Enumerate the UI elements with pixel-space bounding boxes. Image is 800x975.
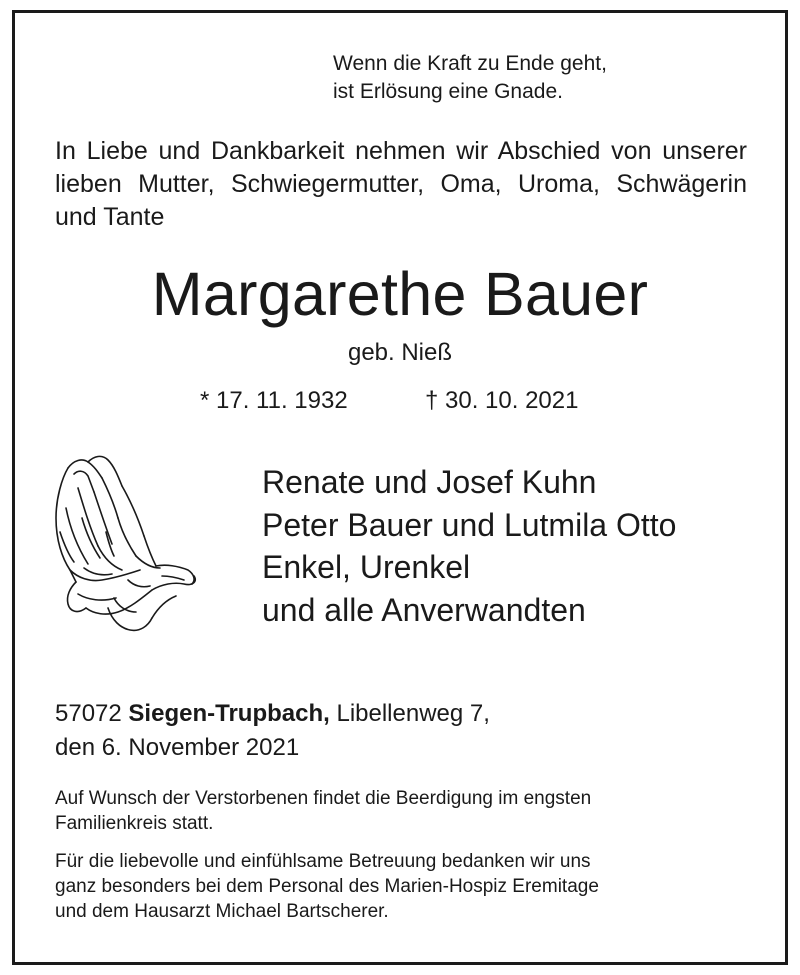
death-date: † 30. 10. 2021 <box>425 387 579 414</box>
motto <box>333 50 607 106</box>
note-line: Auf Wunsch der Verstorbenen findet die Beerdigung im engsten <box>55 788 592 809</box>
mourner-line: und alle Anverwandten <box>262 591 586 628</box>
street: Libellenweg 7, <box>336 700 490 727</box>
thanks-line: und dem Hausarzt Michael Bartscherer. <box>55 901 389 922</box>
mourner-line: Peter Bauer und Lutmila Otto <box>262 506 677 543</box>
birth-name: geb. Nieß <box>347 339 453 366</box>
thanks-line: Für die liebevolle und einfühlsame Betreuung bedanken wir uns <box>55 851 591 872</box>
birth-date: * 17. 11. 1932 <box>200 387 348 414</box>
city: Siegen-Trupbach, <box>128 700 330 727</box>
intro-text: In Liebe und Dankbarkeit nehmen wir Abschied von unserer lieben Mutter, Schwiegermutter, Oma, Uroma, Schwägerin und Tante <box>55 137 747 231</box>
note-line: Familienkreis statt. <box>55 813 214 834</box>
funeral-note <box>55 786 755 836</box>
address-block <box>55 697 490 765</box>
mourners-list <box>262 461 676 631</box>
notice-date: den 6. November 2021 <box>55 734 300 761</box>
postal-code: 57072 <box>55 700 122 727</box>
praying-hands-icon <box>48 448 200 638</box>
motto-line: Wenn die Kraft zu Ende geht, <box>333 52 607 75</box>
address-line <box>55 697 490 731</box>
mourner-line: Enkel, Urenkel <box>262 549 471 585</box>
mourner-line: Renate und Josef Kuhn <box>262 464 597 500</box>
deceased-name: Margarethe Bauer <box>151 260 649 328</box>
thanks-note <box>55 849 755 924</box>
thanks-line: ganz besonders bei dem Personal des Marien-Hospiz Eremitage <box>55 876 599 897</box>
motto-line: ist Erlösung eine Gnade. <box>333 80 563 103</box>
